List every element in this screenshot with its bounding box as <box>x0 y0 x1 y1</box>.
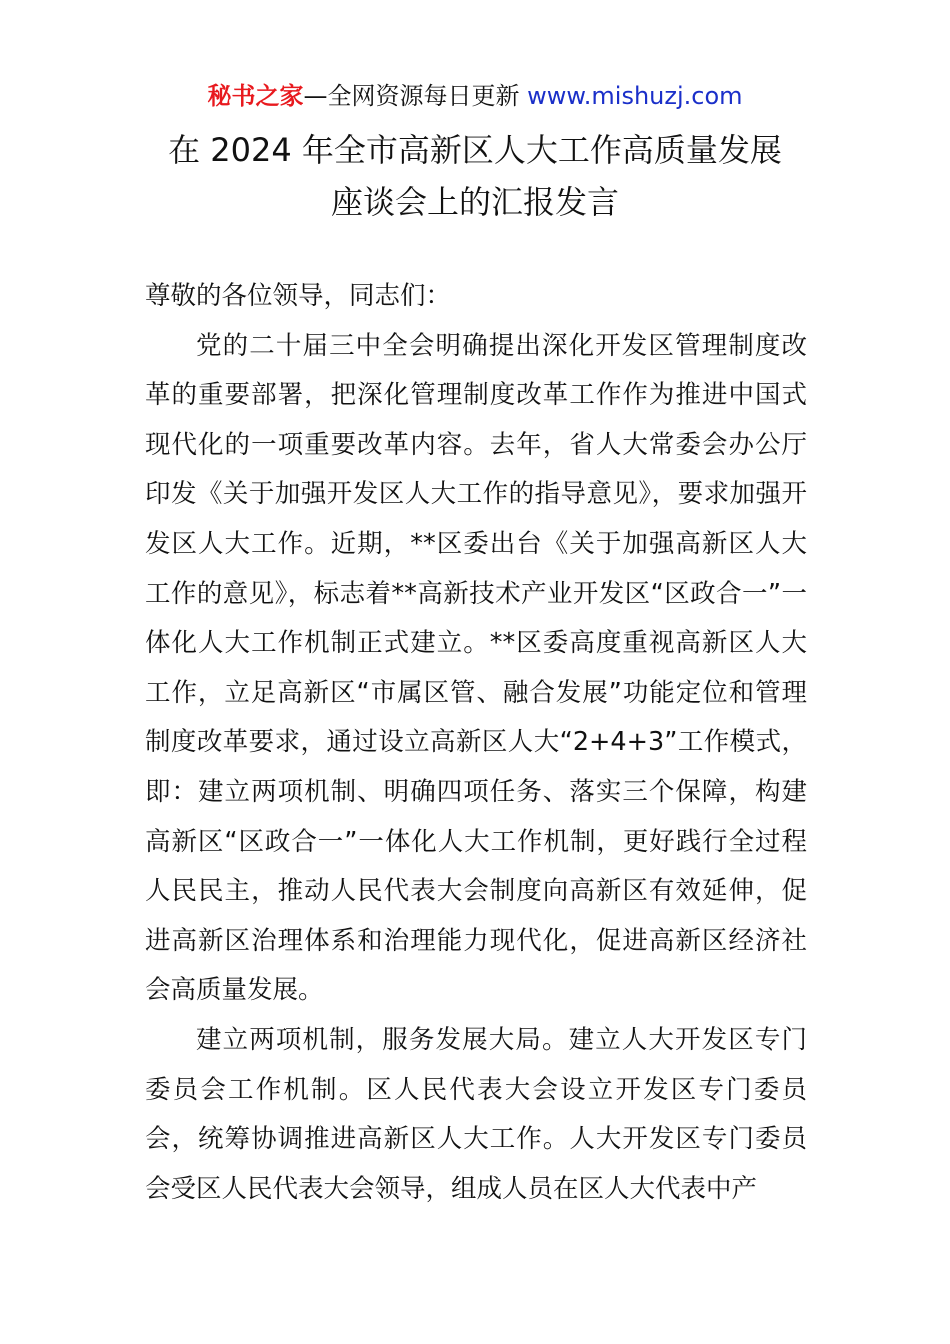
header-tagline: —全网资源每日更新 <box>303 82 528 110</box>
document-title <box>0 124 950 228</box>
brand-name: 秘书之家 <box>207 82 304 110</box>
paragraph-1: 党的二十届三中全会明确提出深化开发区管理制度改革的重要部署，把深化管理制度改革工作作为推进中国式现代化的一项重要改革内容。去年，省人大常委会办公厅印发《关于加强开发区人大工作的指导意见》，要求加强开发区人大工作。近期，**区委出台《关于加强高新区人大工作的意见》，标志着**高新技术产业开发区“区政合一”一体化人大工作机制正式建立。**区委高度重视高新区人大工作，立足高新区“市属区管、融合发展”功能定位和管理制度改革要求，通过设立高新区人大“2+4+3”工作模式，即：建立两项机制、明确四项任务、落实三个保障，构建高新区“区政合一”一体化人大工作机制，更好践行全过程人民民主，推动人民代表大会制度向高新区有效延伸，促进高新区治理体系和治理能力现代化，促进高新区经济社会高质量发展。 <box>145 330 807 1006</box>
salutation: 尊敬的各位领导，同志们： <box>145 281 452 311</box>
document-body <box>145 272 807 1214</box>
site-url-link[interactable]: www.mishuzj.com <box>527 82 743 110</box>
site-header <box>0 80 950 112</box>
paragraph-2: 建立两项机制，服务发展大局。建立人大开发区专门委员会工作机制。区人民代表大会设立开发区专门委员会，统筹协调推进高新区人大工作。人大开发区专门委员会受区人民代表大会领导，组成人员在区人大代表中产 <box>145 1024 807 1204</box>
title-line-2: 座谈会上的汇报发言 <box>330 183 619 221</box>
title-line-1: 在 2024 年全市高新区人大工作高质量发展 <box>168 131 782 169</box>
